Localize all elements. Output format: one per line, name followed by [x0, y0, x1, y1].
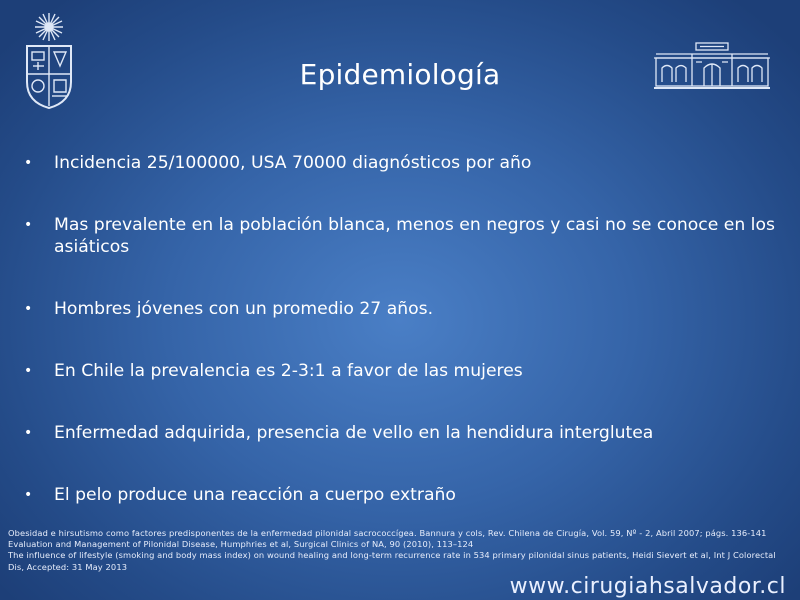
reference-item: Obesidad e hirsutismo como factores predisponentes de la enfermedad pilonidal sacrococcígea. Bannura y cols, Rev. Chilena de Cirugía, Vol. 59, Nº - 2, Abril 2007; págs. 136-141: [8, 528, 767, 538]
bullet-list: [22, 152, 782, 506]
bullet-text: Enfermedad adquirida, presencia de vello en la hendidura interglutea: [54, 423, 654, 443]
bullet-item: [22, 360, 782, 382]
website-url: www.cirugiahsalvador.cl: [509, 574, 786, 599]
bullet-dot-icon: •: [24, 425, 33, 441]
reference-item: The influence of lifestyle (smoking and body mass index) on wound healing and long-term recurrence rate in 534 primary pilonidal sinus patients, Heidi Sievert et al, Int J Colorectal Dis, Accepted: 31 May 2013: [8, 550, 776, 572]
bullet-dot-icon: •: [24, 363, 33, 379]
bullet-text: Incidencia 25/100000, USA 70000 diagnósticos por año: [54, 153, 532, 173]
bullet-item: [22, 484, 782, 506]
bullet-item: [22, 422, 782, 444]
bullet-dot-icon: •: [24, 155, 33, 171]
bullet-text: El pelo produce una reacción a cuerpo extraño: [54, 485, 456, 505]
bullet-item: [22, 214, 782, 258]
bullet-dot-icon: •: [24, 487, 33, 503]
bullet-dot-icon: •: [24, 301, 33, 317]
bullet-text: Mas prevalente en la población blanca, menos en negros y casi no se conoce en los asiáticos: [54, 215, 775, 257]
bullet-text: En Chile la prevalencia es 2-3:1 a favor de las mujeres: [54, 361, 523, 381]
bullet-item: [22, 298, 782, 320]
bullet-text: Hombres jóvenes con un promedio 27 años.: [54, 299, 434, 319]
references: [8, 528, 793, 573]
bullet-dot-icon: •: [24, 217, 33, 233]
bullet-item: [22, 152, 782, 174]
reference-item: Evaluation and Management of Pilonidal Disease, Humphries et al, Surgical Clinics of NA, 90 (2010), 113–124: [8, 539, 474, 550]
slide-title: Epidemiología: [299, 58, 501, 91]
